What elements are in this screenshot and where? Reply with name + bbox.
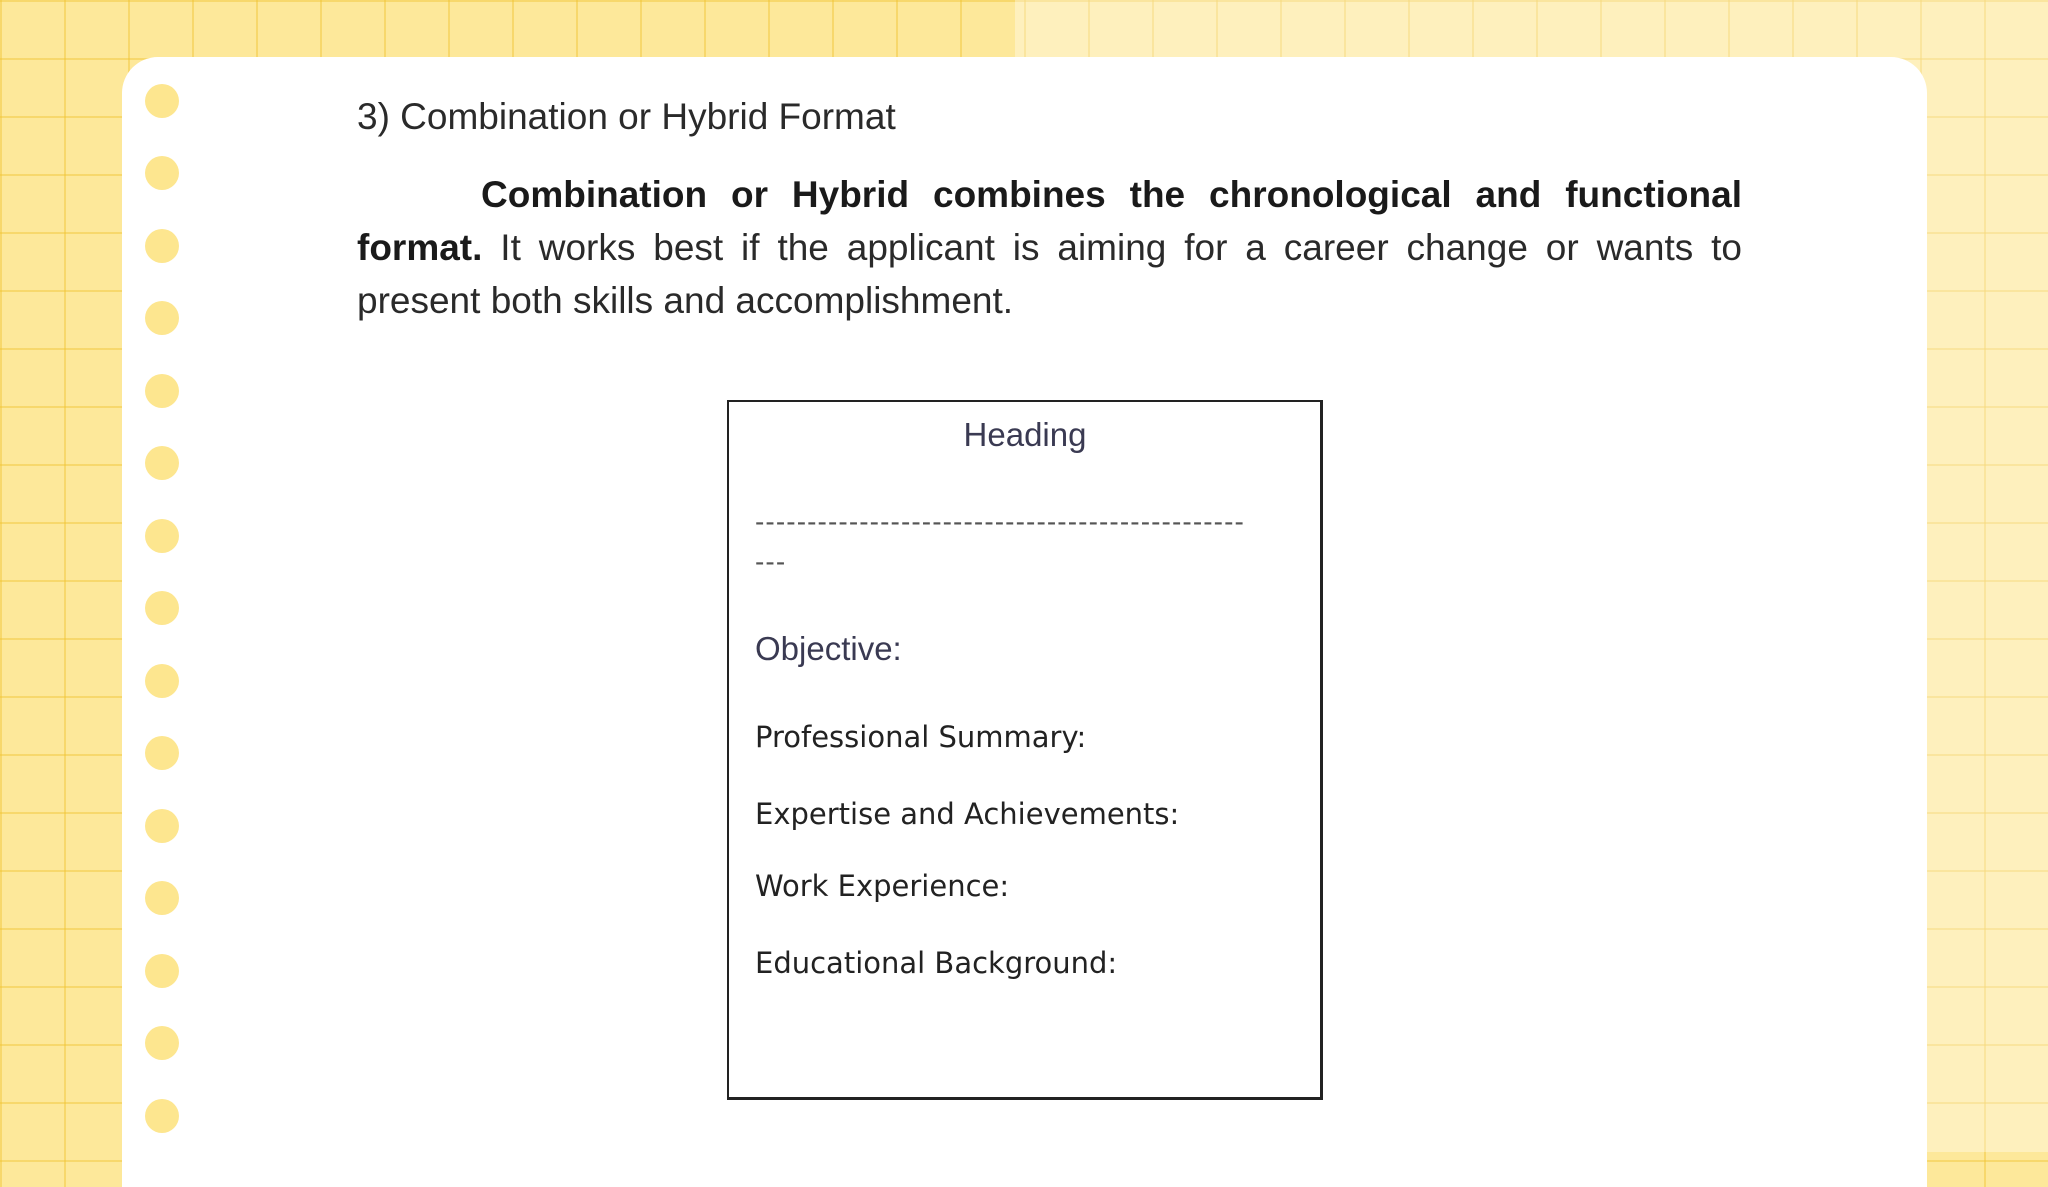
template-divider-line: ----------------------------------------------- — [755, 506, 1245, 537]
binder-hole — [145, 1026, 179, 1060]
template-item-professional-summary: Professional Summary: — [755, 720, 1087, 754]
template-item-educational-background: Educational Background: — [755, 946, 1118, 980]
description-paragraph — [357, 168, 1742, 327]
binder-hole — [145, 156, 179, 190]
template-item-expertise: Expertise and Achievements: — [755, 797, 1180, 831]
binder-hole — [145, 1099, 179, 1133]
template-heading: Heading — [963, 416, 1087, 453]
binder-hole — [145, 519, 179, 553]
template-objective: Objective: — [755, 630, 902, 667]
section-title: 3) Combination or Hybrid Format — [357, 96, 896, 137]
binder-hole — [145, 954, 179, 988]
binder-holes — [145, 84, 181, 1144]
binder-hole — [145, 374, 179, 408]
template-item-work-experience: Work Experience: — [755, 869, 1010, 903]
binder-hole — [145, 809, 179, 843]
binder-hole — [145, 591, 179, 625]
resume-template-box — [727, 400, 1323, 1100]
binder-hole — [145, 446, 179, 480]
bold-intro: Combination or Hybrid combines the chronological and functional format. — [357, 174, 1742, 268]
binder-hole — [145, 881, 179, 915]
paragraph-body: It works best if the applicant is aiming for a career change or wants to present both skills and accomplishment. — [357, 227, 1742, 321]
binder-hole — [145, 664, 179, 698]
binder-hole — [145, 301, 179, 335]
template-divider-line-continued: --- — [755, 546, 787, 577]
binder-hole — [145, 229, 179, 263]
binder-hole — [145, 84, 179, 118]
binder-hole — [145, 736, 179, 770]
